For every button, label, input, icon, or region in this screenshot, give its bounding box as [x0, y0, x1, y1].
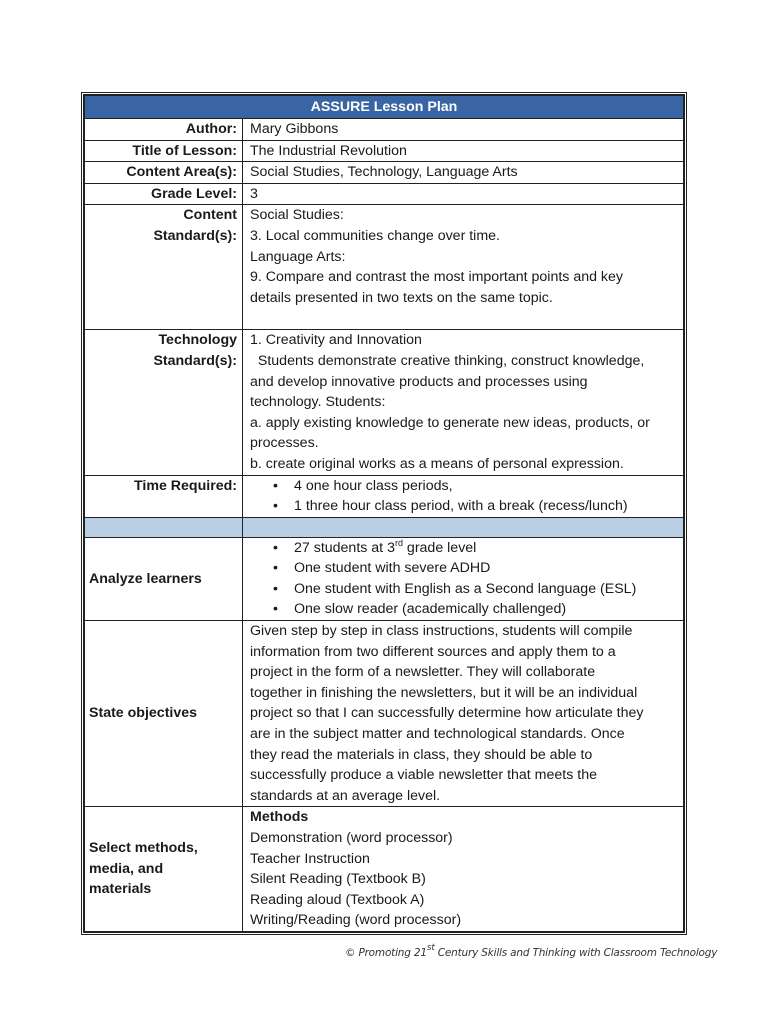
technology-standards-value: [243, 330, 684, 475]
band-cell: [85, 517, 243, 537]
list-item: • One student with English as a Second language (ESL): [273, 579, 677, 600]
select-methods-row: [85, 807, 684, 932]
select-methods-label: [85, 807, 243, 932]
grade-level-row: [85, 183, 684, 205]
ordinal-suffix: rd: [394, 537, 403, 548]
content-standards-label-line: Standard(s):: [153, 227, 237, 244]
text-line: project in the form of a newsletter. They will collaborate: [250, 664, 596, 681]
title-value: The Industrial Revolution: [243, 140, 684, 162]
select-methods-label-line: media, and: [89, 860, 164, 877]
text-line: 1. Creativity and Innovation: [250, 332, 422, 349]
learners-list: [250, 538, 677, 620]
text-line: they read the materials in class, they should be able to: [250, 746, 593, 763]
time-required-value: [243, 475, 684, 517]
author-value: Mary Gibbons: [243, 119, 684, 141]
text-line: technology. Students:: [250, 394, 386, 411]
table-header-row: [85, 96, 684, 119]
text-line: project so that I can successfully determine how articulate they: [250, 705, 644, 722]
analyze-learners-value: [243, 537, 684, 620]
text-line: are in the subject matter and technological standards. Once: [250, 726, 625, 743]
select-methods-label-line: materials: [89, 881, 152, 898]
text-line: details presented in two texts on the same topic.: [250, 289, 553, 306]
method-item: Teacher Instruction: [250, 850, 370, 867]
text-line: successfully produce a viable newsletter that meets the: [250, 767, 597, 784]
method-item: Demonstration (word processor): [250, 830, 453, 846]
text-line: 9. Compare and contrast the most important points and key: [250, 269, 624, 286]
text-line: 3. Local communities change over time.: [250, 227, 500, 244]
author-label: Author:: [85, 119, 243, 141]
list-item-text: grade level: [402, 539, 477, 556]
methods-heading: Methods: [250, 809, 309, 826]
method-item: Reading aloud (Textbook A): [250, 891, 425, 908]
list-item: • One student with severe ADHD: [273, 558, 677, 579]
state-objectives-row: [85, 621, 684, 807]
technology-standards-row: [85, 330, 684, 475]
text-line: Students demonstrate creative thinking, construct knowledge,: [250, 352, 645, 369]
content-standards-label: [85, 205, 243, 330]
grade-level-label: Grade Level:: [85, 183, 243, 205]
content-area-label: Content Area(s):: [85, 162, 243, 184]
text-line: Language Arts:: [250, 248, 346, 265]
footer-text: Century Skills and Thinking with Classroom Technology: [434, 947, 718, 959]
content-standards-label-line: Content: [183, 207, 237, 224]
text-line: together in finishing the newsletters, but it will be an individual: [250, 684, 638, 701]
technology-standards-label: [85, 330, 243, 475]
technology-standards-label-line: Technology: [158, 332, 237, 349]
text-line: Given step by step in class instructions, students will compile: [250, 623, 633, 640]
lesson-plan-table: [81, 92, 687, 935]
state-objectives-value: [243, 621, 684, 807]
text-line: information from two different sources and apply them to a: [250, 643, 616, 660]
content-area-value: Social Studies, Technology, Language Arts: [243, 162, 684, 184]
time-required-label: Time Required:: [85, 475, 243, 517]
title-row: [85, 140, 684, 162]
technology-standards-label-line: Standard(s):: [153, 352, 237, 369]
content-standards-row: [85, 205, 684, 330]
time-required-row: [85, 475, 684, 517]
page-footer: [345, 943, 718, 959]
text-line: processes.: [250, 435, 319, 452]
list-item: • 1 three hour class period, with a break (recess/lunch): [273, 496, 677, 517]
text-line: b. create original works as a means of personal expression.: [250, 455, 624, 472]
select-methods-label-line: Select methods,: [89, 840, 198, 857]
time-required-list: [250, 476, 677, 517]
state-objectives-label: State objectives: [85, 621, 243, 807]
list-item: • One slow reader (academically challenged): [273, 599, 677, 620]
title-label: Title of Lesson:: [85, 140, 243, 162]
ordinal-suffix: st: [426, 943, 435, 953]
list-item: • 4 one hour class periods,: [273, 476, 677, 497]
content-area-row: [85, 162, 684, 184]
section-divider-band: [85, 517, 684, 537]
list-item: [273, 538, 677, 559]
text-line: and develop innovative products and processes using: [250, 373, 588, 390]
grade-level-value: 3: [243, 183, 684, 205]
text-line: a. apply existing knowledge to generate new ideas, products, or: [250, 414, 650, 431]
text-line: standards at an average level.: [250, 787, 441, 804]
band-cell: [243, 517, 684, 537]
author-row: [85, 119, 684, 141]
analyze-learners-row: [85, 537, 684, 620]
analyze-learners-label: Analyze learners: [85, 537, 243, 620]
document-title: ASSURE Lesson Plan: [85, 96, 684, 119]
footer-text: © Promoting 21: [345, 947, 427, 959]
blank-line: [250, 308, 677, 329]
text-line: Social Studies:: [250, 207, 344, 224]
method-item: Writing/Reading (word processor): [250, 912, 462, 929]
method-item: Silent Reading (Textbook B): [250, 871, 426, 888]
content-standards-value: [243, 205, 684, 330]
list-item-text: 27 students at 3: [294, 539, 395, 556]
select-methods-value: [243, 807, 684, 932]
